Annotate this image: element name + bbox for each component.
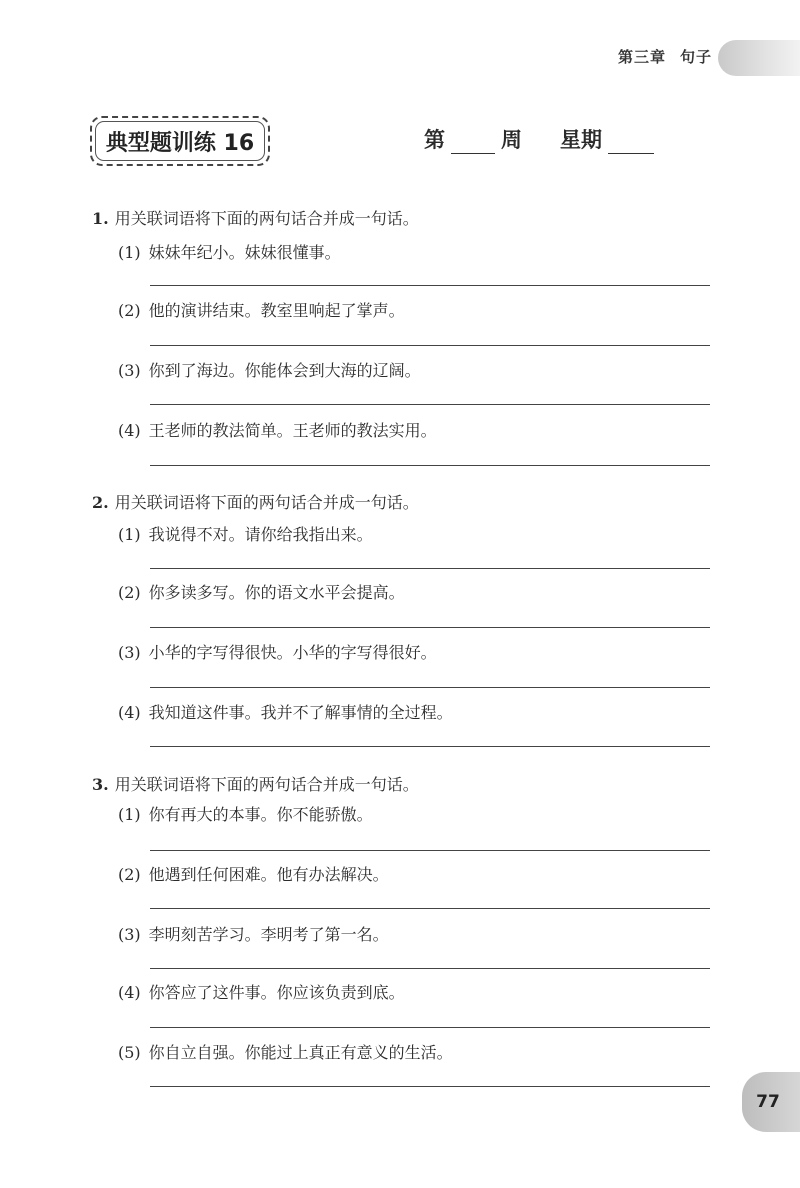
day-blank[interactable]: [608, 129, 654, 154]
item-text: 你答应了这件事。你应该负责到底。: [148, 983, 405, 1002]
question-3-item-3: [118, 922, 389, 945]
item-text: 他的演讲结束。教室里响起了掌声。: [148, 301, 405, 320]
item-text: 你自立自强。你能过上真正有意义的生活。: [148, 1043, 453, 1062]
item-index: (3): [118, 361, 141, 380]
question-instruction: 用关联词语将下面的两句话合并成一句话。: [114, 209, 419, 228]
item-index: (3): [118, 925, 141, 944]
answer-line[interactable]: [150, 746, 710, 747]
question-1-title: [92, 206, 419, 229]
week-day-fill-in: [424, 124, 660, 154]
answer-line[interactable]: [150, 687, 710, 688]
answer-line[interactable]: [150, 1086, 710, 1087]
item-text: 我知道这件事。我并不了解事情的全过程。: [148, 703, 453, 722]
answer-line[interactable]: [150, 908, 710, 909]
question-2-item-1: [118, 522, 373, 545]
item-text: 王老师的教法简单。王老师的教法实用。: [148, 421, 437, 440]
answer-line[interactable]: [150, 968, 710, 969]
item-index: (4): [118, 983, 141, 1002]
item-text: 他遇到任何困难。他有办法解决。: [148, 865, 389, 884]
question-1-item-1: [118, 240, 341, 263]
item-index: (1): [118, 243, 141, 262]
item-index: (1): [118, 525, 141, 544]
question-3-item-4: [118, 980, 405, 1003]
answer-line[interactable]: [150, 627, 710, 628]
section-label: 句子: [680, 48, 713, 66]
item-text: 你到了海边。你能体会到大海的辽阔。: [148, 361, 421, 380]
item-text: 妹妹年纪小。妹妹很懂事。: [148, 243, 341, 262]
answer-line[interactable]: [150, 404, 710, 405]
question-3-item-5: [118, 1040, 453, 1063]
answer-line[interactable]: [150, 568, 710, 569]
question-number: 1.: [92, 209, 109, 228]
question-2-item-3: [118, 640, 437, 663]
week-blank[interactable]: [451, 129, 495, 154]
day-label: 星期: [560, 127, 602, 152]
question-2-title: [92, 490, 419, 513]
week-label: 周: [501, 127, 522, 152]
item-index: (1): [118, 805, 141, 824]
item-text: 你多读多写。你的语文水平会提高。: [148, 583, 405, 602]
item-index: (2): [118, 301, 141, 320]
item-index: (3): [118, 643, 141, 662]
running-header: [618, 46, 712, 67]
question-number: 2.: [92, 493, 109, 512]
title-badge: [90, 116, 270, 166]
item-index: (5): [118, 1043, 141, 1062]
answer-line[interactable]: [150, 285, 710, 286]
header-tab-decoration: [718, 40, 800, 76]
answer-line[interactable]: [150, 345, 710, 346]
answer-line[interactable]: [150, 850, 710, 851]
answer-line[interactable]: [150, 1027, 710, 1028]
item-index: (4): [118, 703, 141, 722]
item-text: 你有再大的本事。你不能骄傲。: [148, 805, 373, 824]
item-index: (2): [118, 583, 141, 602]
question-number: 3.: [92, 775, 109, 794]
item-text: 小华的字写得很快。小华的字写得很好。: [148, 643, 437, 662]
item-text: 我说得不对。请你给我指出来。: [148, 525, 373, 544]
question-3-item-1: [118, 802, 373, 825]
answer-line[interactable]: [150, 465, 710, 466]
page-number-tab: [742, 1072, 800, 1132]
question-1-item-3: [118, 358, 421, 381]
question-instruction: 用关联词语将下面的两句话合并成一句话。: [114, 775, 419, 794]
question-1-item-4: [118, 418, 437, 441]
question-2-item-2: [118, 580, 405, 603]
week-prefix: 第: [424, 127, 445, 152]
item-index: (4): [118, 421, 141, 440]
chapter-label: 第三章: [618, 48, 667, 66]
item-index: (2): [118, 865, 141, 884]
question-2-item-4: [118, 700, 453, 723]
question-3-item-2: [118, 862, 389, 885]
question-instruction: 用关联词语将下面的两句话合并成一句话。: [114, 493, 419, 512]
question-1-item-2: [118, 298, 405, 321]
question-3-title: [92, 772, 419, 795]
item-text: 李明刻苦学习。李明考了第一名。: [148, 925, 389, 944]
page-number: 77: [756, 1092, 780, 1112]
page-title: 典型题训练 16: [105, 130, 255, 156]
